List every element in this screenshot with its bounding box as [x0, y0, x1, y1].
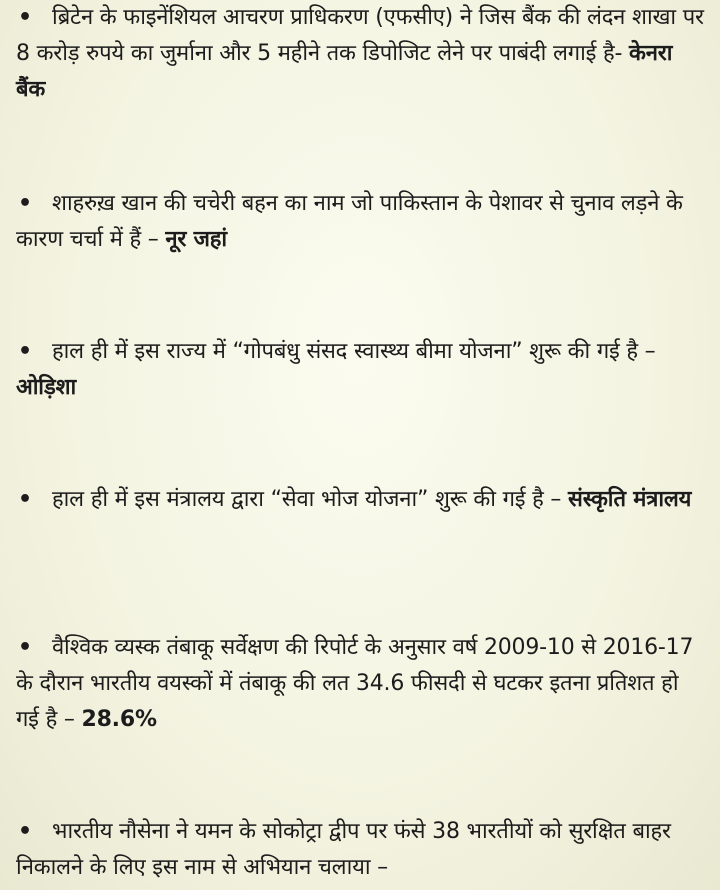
question-text: शाहरुख़ खान की चचेरी बहन का नाम जो पाकिस्तान के पेशावर से चुनाव लड़ने के कारण चर्चा में हैं – — [16, 191, 683, 252]
bullet: • — [18, 819, 32, 844]
question-text: भारतीय नौसेना ने यमन के सोकोट्रा द्वीप पर फंसे 38 भारतीयों को सुरक्षित बाहर निकालने के लिए इस नाम से अभियान चलाया – — [16, 819, 671, 880]
bullet: • — [18, 5, 32, 30]
answer-text: संस्कृति मंत्रालय — [568, 487, 692, 512]
quiz-item — [16, 0, 706, 108]
question-text: हाल ही में इस राज्य में “गोपबंधु संसद स्वास्थ्य बीमा योजना” शुरू की गई है – — [52, 339, 656, 364]
bullet: • — [18, 191, 32, 216]
bullet: • — [18, 339, 32, 364]
bullet: • — [18, 487, 32, 512]
answer-text: 28.6% — [81, 707, 157, 732]
bullet: • — [18, 635, 32, 660]
question-text: वैश्विक व्यस्क तंबाकू सर्वेक्षण की रिपोर्ट के अनुसार वर्ष 2009-10 से 2016-17 के दौरान भारतीय वयस्कों में तंबाकू की लत 34.6 फीसदी से घटकर इतना प्रतिशत हो गई है – — [16, 635, 694, 732]
quiz-item — [16, 814, 706, 886]
question-text: हाल ही में इस मंत्रालय द्वारा “सेवा भोज योजना” शुरू की गई है – — [52, 487, 562, 512]
answer-text: नूर जहां — [165, 227, 227, 252]
answer-text: ओड़िशा — [16, 375, 77, 400]
answer-text: केनरा बैंक — [16, 41, 673, 102]
question-text: ब्रिटेन के फाइनेंशियल आचरण प्राधिकरण (एफसीए) ने जिस बैंक की लंदन शाखा पर 8 करोड़ रुपये का जुर्माना और 5 महीने तक डिपोजिट लेने पर पाबंदी लगाई है- — [16, 5, 704, 66]
quiz-item — [16, 186, 706, 258]
quiz-item — [16, 630, 706, 738]
quiz-item — [16, 482, 706, 518]
quiz-item — [16, 334, 706, 406]
